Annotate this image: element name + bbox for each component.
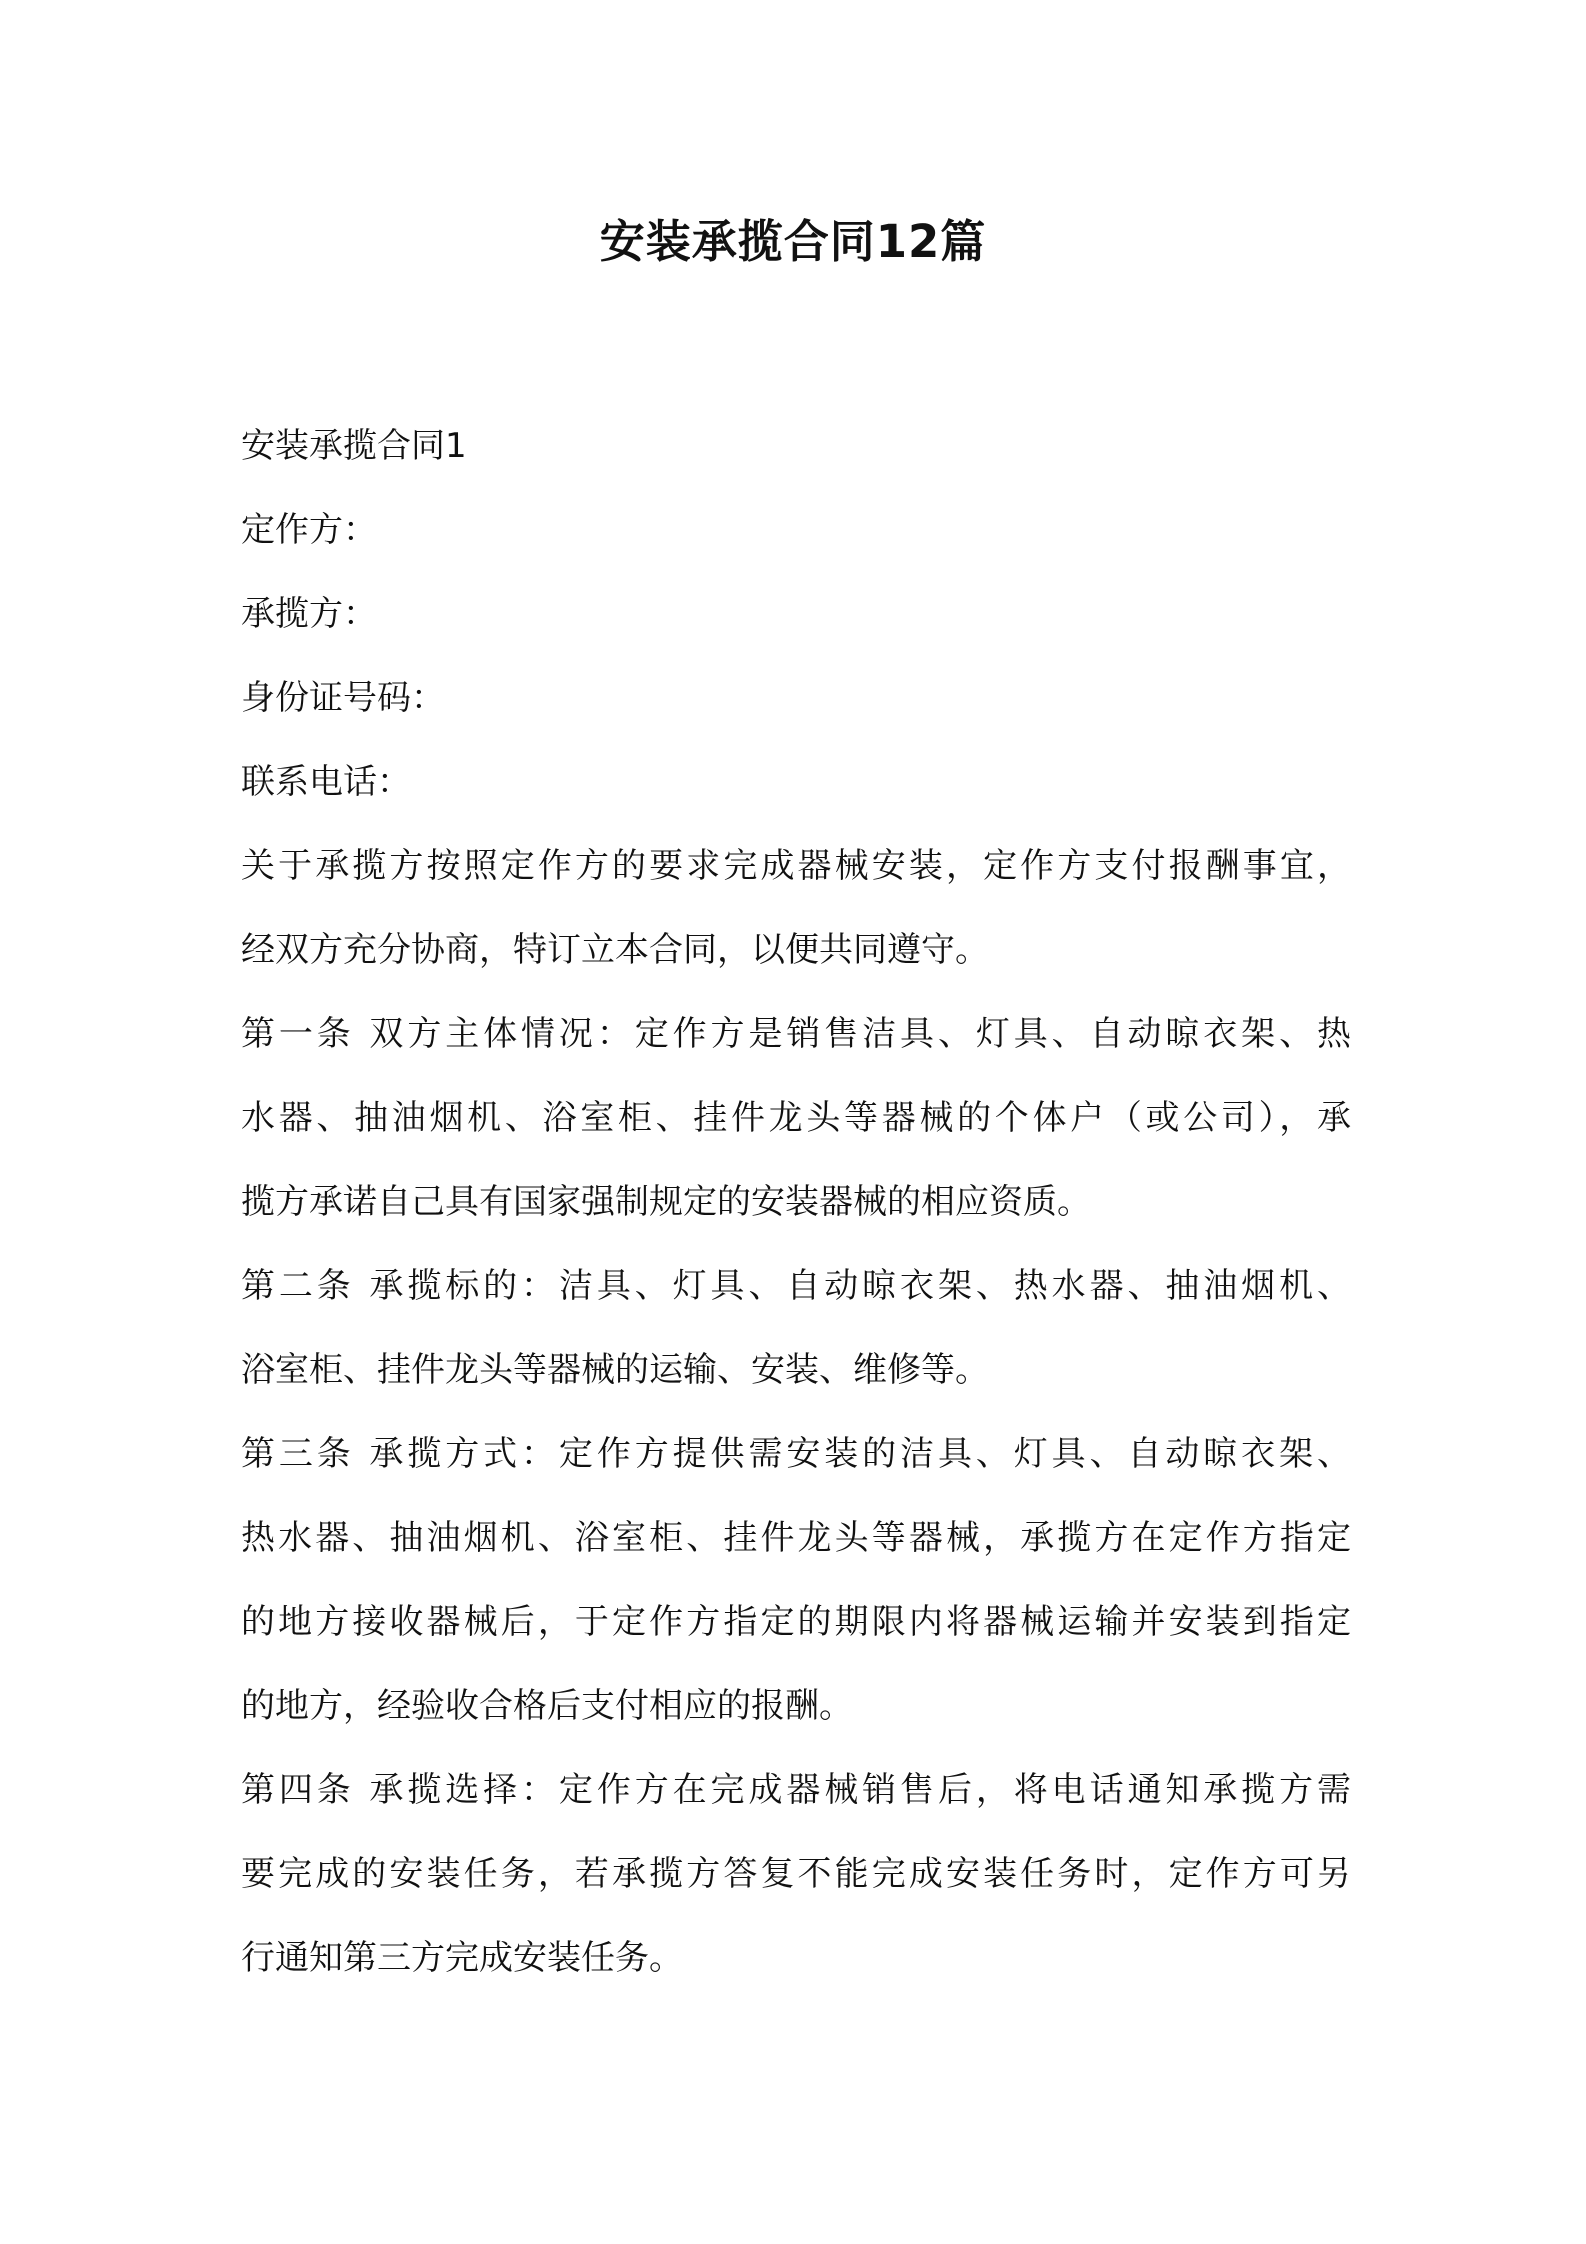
text-line: 联系电话：: [241, 762, 411, 802]
text-line: 水器、抽油烟机、浴室柜、挂件龙头等器械的个体户（或公司），承: [241, 1098, 1351, 1138]
document-title: 安装承揽合同12篇: [599, 215, 987, 268]
text-line: 第一条 双方主体情况：定作方是销售洁具、灯具、自动晾衣架、热: [241, 1014, 1351, 1054]
text-line: 行通知第三方完成安装任务。: [241, 1938, 683, 1978]
text-line: 承揽方：: [241, 594, 377, 634]
text-line: 关于承揽方按照定作方的要求完成器械安装，定作方支付报酬事宜，: [241, 846, 1351, 886]
text-line: 的地方接收器械后，于定作方指定的期限内将器械运输并安装到指定: [241, 1602, 1351, 1642]
text-line: 的地方，经验收合格后支付相应的报酬。: [241, 1686, 853, 1726]
document-body: [241, 404, 1351, 2000]
text-line: 安装承揽合同1: [241, 426, 467, 466]
text-line: 定作方：: [241, 510, 377, 550]
text-line: 身份证号码：: [241, 678, 445, 718]
text-line: 第二条 承揽标的：洁具、灯具、自动晾衣架、热水器、抽油烟机、: [241, 1266, 1351, 1306]
text-line: 第三条 承揽方式：定作方提供需安装的洁具、灯具、自动晾衣架、: [241, 1434, 1351, 1474]
text-line: 热水器、抽油烟机、浴室柜、挂件龙头等器械，承揽方在定作方指定: [241, 1518, 1351, 1558]
text-line: 第四条 承揽选择：定作方在完成器械销售后，将电话通知承揽方需: [241, 1770, 1351, 1810]
text-line: 要完成的安装任务，若承揽方答复不能完成安装任务时，定作方可另: [241, 1854, 1351, 1894]
text-line: 揽方承诺自己具有国家强制规定的安装器械的相应资质。: [241, 1182, 1091, 1222]
text-line: 浴室柜、挂件龙头等器械的运输、安装、维修等。: [241, 1350, 989, 1390]
text-line: 经双方充分协商，特订立本合同，以便共同遵守。: [241, 930, 989, 970]
